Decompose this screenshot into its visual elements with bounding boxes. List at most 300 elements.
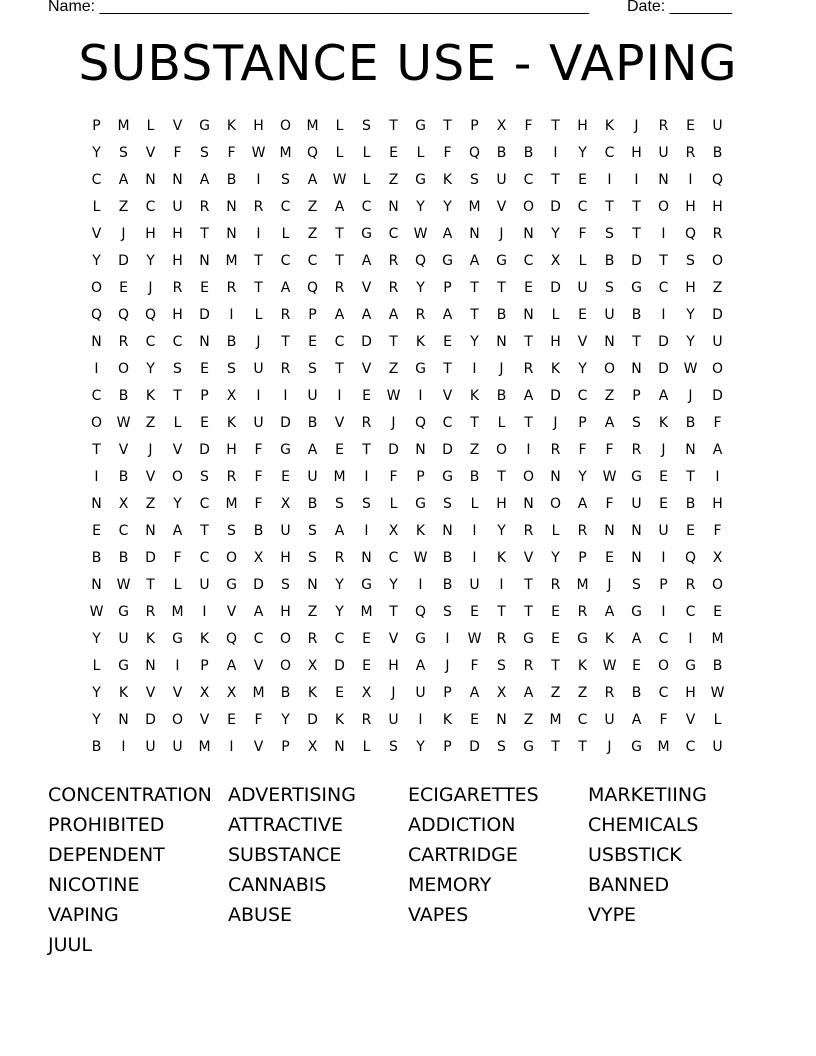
grid-letter: I [661,550,666,566]
grid-row [83,680,743,707]
grid-letter: Q [414,604,427,620]
grid-letter: O [495,442,508,458]
grid-letter: I [256,226,261,242]
grid-letter: C [604,145,615,161]
grid-letter: U [712,334,723,350]
grid-letter: L [335,145,344,161]
grid-letter: I [472,361,477,377]
grid-letter: A [361,253,372,269]
grid-letter: C [658,685,669,701]
grid-letter: P [92,118,101,134]
grid-row [83,707,743,734]
grid-letter: L [470,496,479,512]
grid-letter: V [577,334,588,350]
grid-letter: E [335,685,344,701]
grid-letter: T [686,469,695,485]
grid-letter: R [631,442,642,458]
grid-letter: S [200,145,209,161]
grid-letter: T [551,658,560,674]
grid-letter: U [253,415,264,431]
grid-letter: E [362,631,371,647]
grid-letter: Y [92,631,101,647]
word-bank-item: USBSTICK [588,844,682,866]
grid-letter: T [200,226,209,242]
grid-letter: R [118,334,129,350]
grid-letter: E [713,604,722,620]
grid-letter: C [91,172,102,188]
grid-letter: X [496,685,507,701]
grid-letter: H [280,604,291,620]
grid-letter: P [659,577,668,593]
grid-letter: V [172,118,183,134]
grid-letter: H [712,496,723,512]
grid-letter: Y [335,604,344,620]
word-bank-item: NICOTINE [48,874,140,896]
grid-letter: I [472,550,477,566]
grid-letter: R [334,550,345,566]
grid-letter: V [334,415,345,431]
grid-letter: G [631,739,642,755]
grid-letter: J [121,226,126,242]
grid-letter: S [227,361,236,377]
grid-letter: D [658,334,669,350]
grid-letter: U [307,388,318,404]
grid-letter: N [523,226,534,242]
grid-letter: L [362,172,371,188]
grid-letter: D [388,442,399,458]
grid-letter: U [469,577,480,593]
grid-letter: P [578,415,587,431]
grid-letter: U [415,685,426,701]
grid-letter: A [712,442,723,458]
grid-letter: I [418,388,423,404]
grid-letter: P [632,388,641,404]
grid-letter: T [443,361,452,377]
word-bank-item: PROHIBITED [48,814,165,836]
grid-letter: I [364,469,369,485]
grid-letter: O [171,712,184,728]
grid-letter: S [362,496,371,512]
grid-letter: N [523,496,534,512]
grid-letter: U [496,172,507,188]
grid-letter: R [145,604,156,620]
grid-letter: U [388,712,399,728]
grid-letter: R [172,280,183,296]
grid-letter: G [361,226,372,242]
grid-letter: T [173,388,182,404]
grid-letter: F [254,712,263,728]
grid-letter: F [254,469,263,485]
grid-letter: E [659,496,668,512]
grid-letter: I [607,172,612,188]
grid-letter: D [550,280,561,296]
grid-letter: R [604,685,615,701]
grid-letter: S [470,172,479,188]
grid-letter: F [713,415,722,431]
grid-letter: F [524,118,533,134]
grid-row [83,329,743,356]
grid-letter: B [496,145,507,161]
grid-letter: Y [551,226,560,242]
grid-letter: Y [335,577,344,593]
grid-letter: Z [388,172,399,188]
grid-letter: R [280,307,291,323]
grid-letter: I [256,388,261,404]
grid-letter: C [577,712,588,728]
grid-letter: Z [145,496,156,512]
grid-letter: N [496,334,507,350]
grid-letter: O [603,361,616,377]
grid-letter: G [523,631,534,647]
grid-letter: S [227,523,236,539]
grid-letter: G [631,280,642,296]
grid-letter: A [469,685,480,701]
grid-letter: M [576,577,589,593]
grid-letter: R [361,415,372,431]
grid-letter: V [253,739,264,755]
grid-letter: P [578,550,587,566]
grid-letter: A [253,604,264,620]
grid-letter: A [658,388,669,404]
grid-letter: R [712,226,723,242]
grid-letter: E [605,550,614,566]
grid-letter: A [469,253,480,269]
grid-letter: B [118,388,129,404]
grid-letter: Y [146,253,155,269]
grid-letter: Y [416,280,425,296]
grid-letter: F [659,712,668,728]
grid-letter: S [389,739,398,755]
grid-letter: J [634,118,639,134]
grid-letter: C [253,631,264,647]
grid-letter: C [442,415,453,431]
grid-letter: B [496,307,507,323]
grid-row [83,545,743,572]
grid-letter: W [467,631,482,647]
grid-letter: I [94,361,99,377]
grid-letter: S [686,253,695,269]
grid-letter: G [280,442,291,458]
grid-letter: W [413,550,428,566]
grid-row [83,653,743,680]
word-bank-item: ABUSE [228,904,293,926]
grid-letter: B [91,550,102,566]
grid-letter: M [333,469,346,485]
grid-letter: K [442,172,453,188]
grid-letter: H [685,199,696,215]
word-bank-item: ATTRACTIVE [228,814,343,836]
grid-letter: K [307,685,318,701]
grid-letter: Y [578,361,587,377]
grid-letter: E [470,604,479,620]
grid-letter: I [418,577,423,593]
grid-letter: S [308,523,317,539]
grid-letter: V [388,631,399,647]
grid-letter: E [524,280,533,296]
grid-letter: G [199,118,210,134]
grid-letter: S [362,118,371,134]
grid-letter: Q [144,307,157,323]
grid-letter: G [631,469,642,485]
grid-letter: Y [551,550,560,566]
grid-row [83,518,743,545]
grid-letter: F [173,550,182,566]
grid-letter: T [470,280,479,296]
word-bank-item: CANNABIS [228,874,327,896]
grid-letter: T [578,739,587,755]
grid-letter: G [118,604,129,620]
grid-letter: Z [550,685,561,701]
grid-letter: V [145,145,156,161]
grid-letter: U [712,739,723,755]
grid-letter: I [526,442,531,458]
grid-letter: T [497,280,506,296]
grid-letter: H [253,118,264,134]
grid-letter: A [280,280,291,296]
grid-letter: U [145,739,156,755]
grid-letter: I [634,172,639,188]
grid-letter: E [362,388,371,404]
grid-letter: J [553,415,558,431]
grid-letter: K [145,388,156,404]
grid-letter: I [688,631,693,647]
grid-letter: X [307,658,318,674]
grid-letter: U [577,280,588,296]
grid-letter: S [632,415,641,431]
grid-letter: B [226,172,237,188]
grid-letter: J [607,739,612,755]
grid-row [83,248,743,275]
grid-letter: J [148,280,153,296]
grid-letter: V [226,604,237,620]
grid-letter: Y [92,685,101,701]
grid-letter: Z [388,361,399,377]
grid-letter: N [91,496,102,512]
grid-letter: N [361,550,372,566]
grid-letter: Y [389,577,398,593]
grid-letter: X [226,388,237,404]
grid-letter: J [661,442,666,458]
grid-letter: N [145,523,156,539]
word-bank-item: SUBSTANCE [228,844,342,866]
grid-row [83,626,743,653]
grid-letter: B [226,334,237,350]
grid-letter: I [715,469,720,485]
grid-letter: D [199,442,210,458]
grid-letter: N [604,523,615,539]
grid-letter: Z [145,415,156,431]
grid-letter: B [469,469,480,485]
grid-letter: B [523,145,534,161]
grid-letter: R [550,442,561,458]
grid-letter: D [658,361,669,377]
grid-letter: X [199,685,210,701]
grid-letter: V [253,658,264,674]
grid-letter: U [604,712,615,728]
grid-letter: E [389,145,398,161]
grid-letter: Z [523,712,534,728]
grid-letter: J [391,415,396,431]
grid-letter: N [496,712,507,728]
grid-letter: K [577,658,588,674]
grid-letter: X [118,496,129,512]
grid-letter: J [499,361,504,377]
grid-letter: I [283,388,288,404]
grid-letter: H [280,550,291,566]
grid-letter: E [362,658,371,674]
grid-letter: W [116,415,131,431]
grid-letter: G [415,118,426,134]
grid-letter: K [415,523,426,539]
grid-letter: F [254,442,263,458]
grid-letter: C [388,226,399,242]
grid-letter: D [550,388,561,404]
grid-letter: E [686,523,695,539]
grid-letter: L [578,253,587,269]
grid-letter: C [577,388,588,404]
grid-letter: N [145,172,156,188]
grid-letter: R [496,631,507,647]
grid-letter: Y [173,496,182,512]
grid-letter: G [442,469,453,485]
grid-letter: E [119,280,128,296]
grid-letter: G [226,577,237,593]
grid-letter: F [254,496,263,512]
grid-letter: N [469,226,480,242]
grid-letter: Y [146,361,155,377]
grid-letter: D [280,415,291,431]
grid-letter: L [416,145,425,161]
grid-letter: Q [306,145,319,161]
grid-letter: S [605,226,614,242]
grid-letter: T [605,199,614,215]
grid-letter: Y [686,307,695,323]
grid-letter: T [551,118,560,134]
grid-row [83,464,743,491]
word-bank-item: VAPES [408,904,469,926]
grid-letter: P [443,280,452,296]
grid-letter: R [199,199,210,215]
grid-letter: X [496,118,507,134]
grid-letter: H [388,658,399,674]
grid-letter: M [711,631,724,647]
grid-letter: E [578,172,587,188]
grid-letter: T [470,307,479,323]
grid-letter: A [631,631,642,647]
grid-letter: N [523,307,534,323]
grid-letter: A [523,685,534,701]
grid-letter: W [251,145,266,161]
grid-letter: C [388,550,399,566]
grid-letter: I [688,172,693,188]
grid-letter: D [118,253,129,269]
grid-letter: U [307,469,318,485]
grid-letter: T [551,739,560,755]
grid-letter: T [335,253,344,269]
grid-letter: N [334,739,345,755]
grid-letter: B [118,469,129,485]
grid-letter: Z [307,199,318,215]
grid-letter: T [335,361,344,377]
grid-letter: D [199,307,210,323]
grid-letter: K [469,388,480,404]
grid-letter: P [200,388,209,404]
grid-letter: C [307,253,318,269]
grid-letter: V [496,199,507,215]
grid-letter: C [280,253,291,269]
grid-letter: C [280,199,291,215]
grid-letter: R [253,199,264,215]
grid-letter: V [361,280,372,296]
grid-row [83,221,743,248]
grid-letter: U [712,118,723,134]
grid-letter: K [226,118,237,134]
grid-letter: H [550,334,561,350]
grid-row [83,140,743,167]
grid-letter: X [307,739,318,755]
grid-letter: C [199,550,210,566]
grid-letter: N [631,523,642,539]
grid-letter: A [172,523,183,539]
grid-letter: A [415,658,426,674]
grid-letter: E [92,523,101,539]
grid-letter: G [361,577,372,593]
grid-letter: M [306,118,319,134]
grid-letter: N [199,253,210,269]
grid-row [83,599,743,626]
grid-letter: M [252,685,265,701]
grid-letter: K [118,685,129,701]
grid-letter: X [280,496,291,512]
grid-letter: N [226,226,237,242]
word-bank [48,780,788,960]
grid-letter: M [549,712,562,728]
grid-letter: T [632,334,641,350]
grid-letter: O [90,280,103,296]
grid-letter: F [470,658,479,674]
grid-letter: I [256,172,261,188]
grid-letter: B [280,685,291,701]
grid-letter: A [307,172,318,188]
grid-letter: G [442,253,453,269]
grid-letter: C [145,199,156,215]
grid-letter: S [281,577,290,593]
grid-letter: M [657,739,670,755]
grid-letter: D [712,307,723,323]
grid-row [83,194,743,221]
grid-letter: N [685,442,696,458]
grid-letter: E [200,280,209,296]
grid-letter: L [389,496,398,512]
grid-letter: B [685,496,696,512]
grid-letter: S [173,361,182,377]
grid-row [83,356,743,383]
grid-letter: E [470,712,479,728]
grid-letter: C [685,739,696,755]
word-bank-item: BANNED [588,874,670,896]
grid-letter: C [334,334,345,350]
grid-letter: T [254,280,263,296]
grid-letter: H [685,280,696,296]
grid-letter: N [226,199,237,215]
grid-letter: I [418,712,423,728]
grid-letter: Z [604,388,615,404]
grid-letter: R [388,280,399,296]
grid-letter: A [307,442,318,458]
grid-letter: I [661,604,666,620]
grid-letter: U [199,577,210,593]
grid-letter: C [145,334,156,350]
